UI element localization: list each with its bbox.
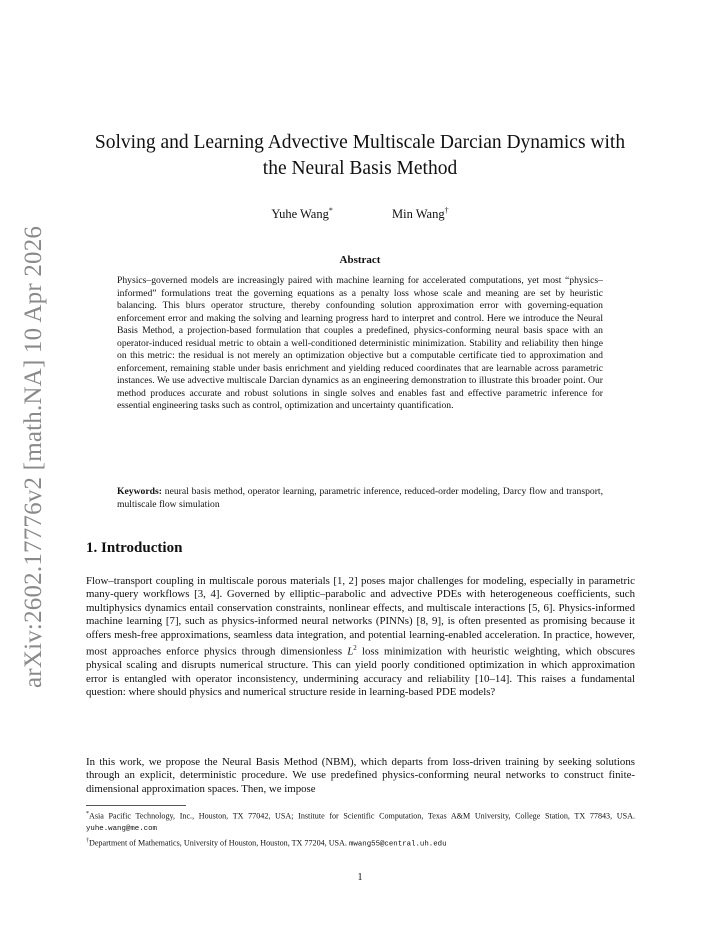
footnote-divider (86, 805, 186, 806)
keywords-label: Keywords: (117, 486, 162, 497)
intro-paragraph-2: In this work, we propose the Neural Basis Method (NBM), which departs from loss-driven training by seeking solutions through an explicit, deterministic procedure. We use predefined physics-conforming neural networks to construct finite-dimensional approximation spaces. Then, we impose (86, 756, 635, 795)
keywords (117, 486, 603, 511)
arxiv-identifier[interactable]: arXiv:2602.17776v2 [math.NA] 10 Apr 2026 (20, 225, 47, 688)
section-heading: 1. Introduction (86, 540, 183, 556)
abstract-heading: Abstract (339, 254, 381, 266)
title-line-1: Solving and Learning Advective Multiscale Darcian Dynamics with (94, 132, 626, 153)
author: Yuhe Wang* (271, 206, 333, 222)
intro-p1-part-a: Flow–transport coupling in multiscale porous materials [1, 2] poses major challenges for modeling, especially in parametric many-query workflows [3, 4]. Governed by elliptic–parabolic and advective PDEs with heterogeneous coefficients, such multiphysics dynamics entail conservation constraints, nonlinear effects, and multiscale interactions [5, 6]. Physics-informed machine learning [7], such as physics-informed neural networks (PINNs) [8, 9], is often presented as promising because it offers mesh-free approximations, seamless data integration, and potential learning-enabled acceleration. In practice, however, most approaches enforce physics through dimensionless (86, 575, 635, 658)
author-list (120, 206, 600, 222)
email-link[interactable]: mwang55@central.uh.edu (348, 840, 447, 849)
keywords-text: neural basis method, operator learning, parametric inference, reduced-order modeling, Darcy flow and transport, multiscale flow simulation (117, 486, 603, 510)
title-line-2: the Neural Basis Method (262, 158, 458, 179)
intro-p1-part-b: loss minimization with heuristic weighting, which obscures physical scaling and disrupts numerical structure. This can yield poorly conditioned optimization in which approximation error is entangled with operator inconsistency, undermining accuracy and reliability [10–14]. This raises a fundamental question: where should physics and numerical structure reside in learning-based PDE models? (86, 645, 635, 699)
l2-exponent: 2 (353, 644, 357, 653)
intro-paragraph-1 (86, 575, 635, 700)
footnotes (86, 809, 635, 851)
author-footnote-mark[interactable]: * (328, 206, 333, 215)
paper-title (60, 130, 660, 182)
abstract-text: Physics–governed models are increasingly paired with machine learning for accelerated computations, yet most “physics–informed” formulations treat the governing equations as a penalty loss whose scale and meaning are set by heuristic balancing. This blurs operator structure, thereby confounding solution approximation error with governing-equation enforcement error and making the solving and learning progress hard to interpret and control. Here we introduce the Neural Basis Method, a projection-based formulation that couples a predefined, physics-conforming neural basis space with an operator-induced residual metric to obtain a well-conditioned deterministic minimization. Stability and reliability then hinge on this metric: the residual is not merely an optimization objective but a computable certificate tied to approximation and enforcement, remaining stable under basis enrichment and yielding reduced coordinates that are learnable across parametric instances. We use advective multiscale Darcian dynamics as an engineering demonstration to illustrate this broader point. Our method produces accurate and robust solutions in single solves and enables fast and effective parametric inference for essential engineering tasks such as control, optimization and uncertainty quantification. (117, 275, 603, 411)
l2-symbol: L (347, 645, 354, 658)
footnote-2: †Department of Mathematics, University of Houston, Houston, TX 77204, USA. mwang55@central.uh.edu (86, 837, 447, 849)
author: Min Wang† (391, 206, 449, 222)
email-link[interactable]: yuhe.wang@me.com (86, 825, 157, 834)
page-number: 1 (357, 872, 363, 883)
author-footnote-mark[interactable]: † (444, 206, 449, 215)
footnote-1: *Asia Pacific Technology, Inc., Houston, TX 77042, USA; Institute for Scientific Computation, Texas A&M University, College Station, TX 77843, USA. yuhe.wang@me.com (86, 811, 635, 834)
